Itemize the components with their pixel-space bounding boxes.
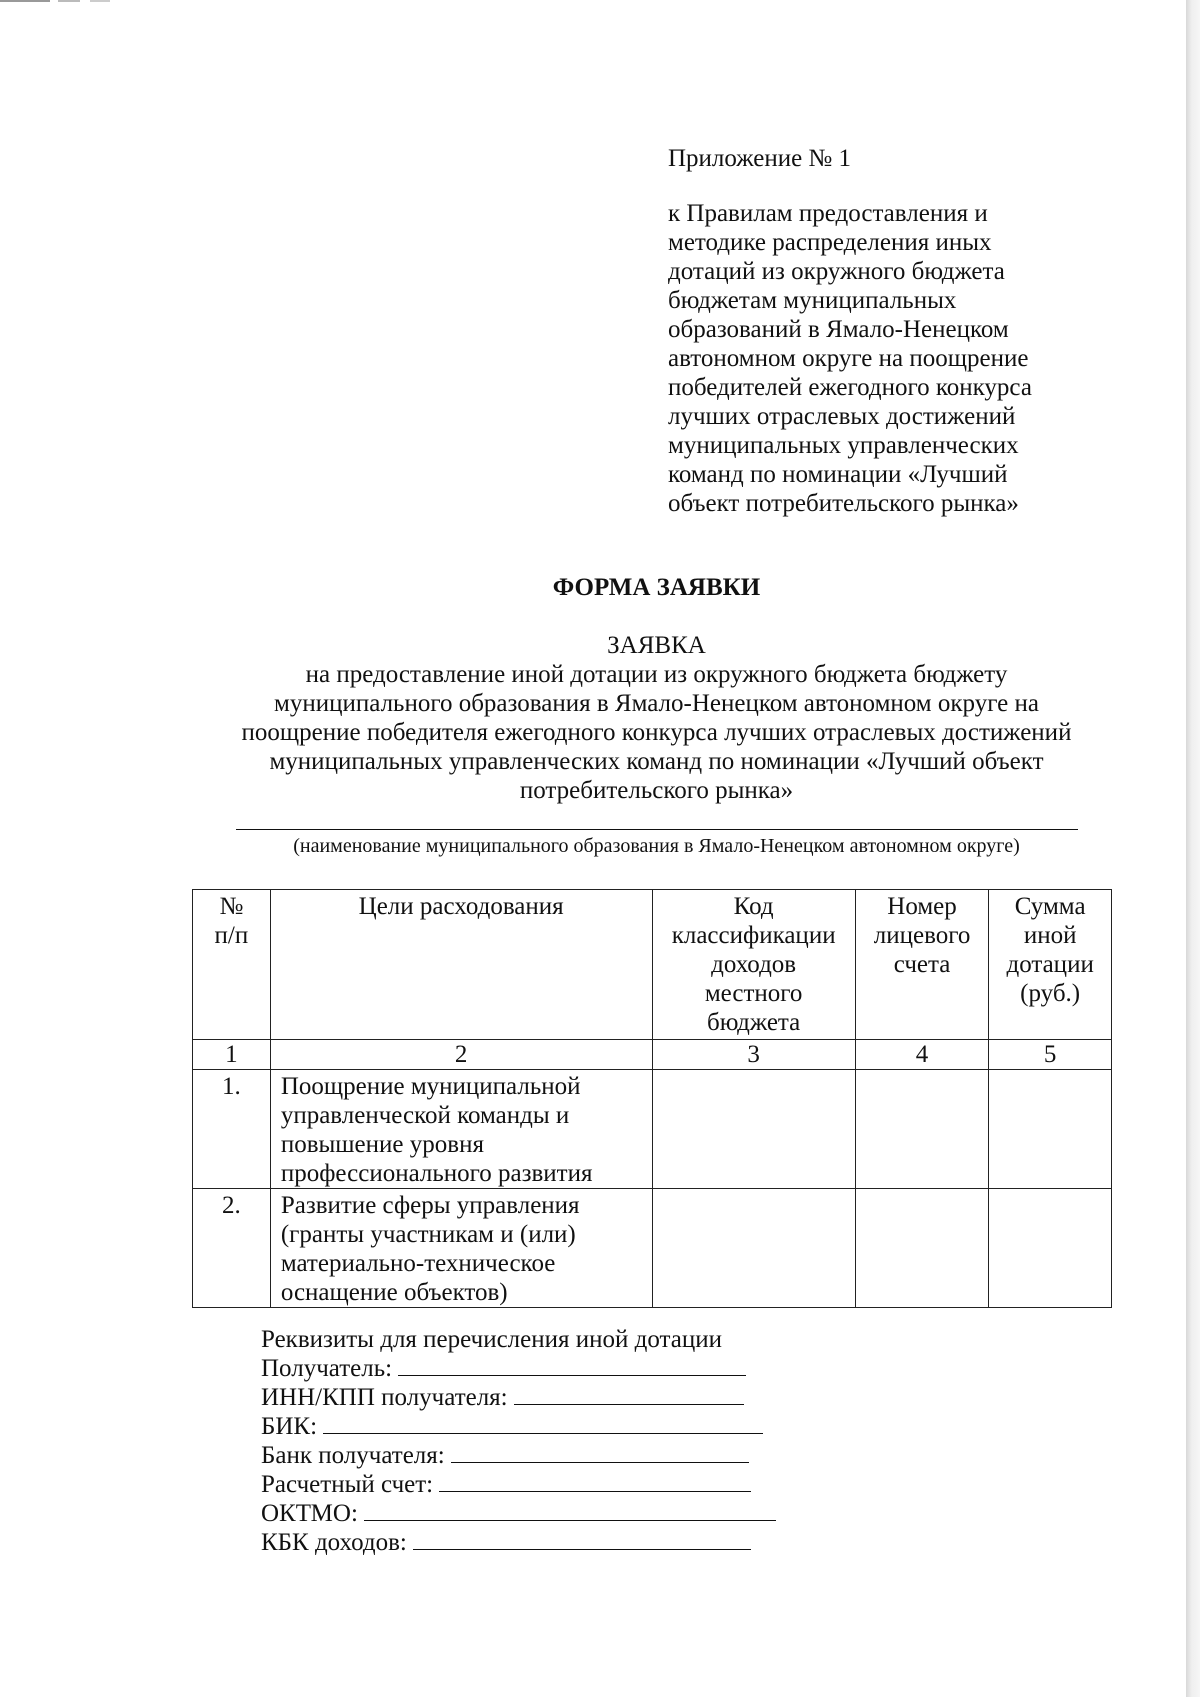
kbk-blank[interactable] [413,1529,751,1550]
requisite-recipient [261,1354,776,1383]
scan-corner-mark [0,0,120,2]
expense-table [192,889,1112,1308]
appendix-line: команд по номинации «Лучший [668,461,1008,488]
requisites-title: Реквизиты для перечисления иной дотации [261,1326,722,1353]
request-line: муниципального образования в Ямало-Ненецком автономном округе на [274,690,1039,717]
requisite-label: Получатель: [261,1355,393,1382]
appendix-line: бюджетам муниципальных [668,287,957,314]
bik-blank[interactable] [323,1413,763,1434]
appendix-line: объект потребительского рынка» [668,490,1019,517]
appendix-title: Приложение № 1 [668,145,852,172]
column-number: 5 [989,1040,1112,1070]
request-line: поощрение победителя ежегодного конкурса лучших отраслевых достижений [241,719,1072,746]
column-number: 4 [855,1040,989,1070]
row-number: 2. [193,1189,271,1308]
header-cell-amount: Сумма иной дотации (руб.) [989,890,1112,1040]
appendix-line: муниципальных управленческих [668,432,1019,459]
header-cell-account: Номер лицевого счета [855,890,989,1040]
table-row [193,1189,1112,1308]
appendix-line: автономном округе на поощрение [668,345,1029,372]
appendix-line: победителей ежегодного конкурса [668,374,1032,401]
requisite-label: ОКТМО: [261,1500,358,1527]
payment-requisites [261,1325,776,1557]
requisite-bank [261,1441,776,1470]
header-cell-code: Код классификации доходов местного бюджета [652,890,855,1040]
requisite-label: БИК: [261,1413,318,1440]
header-cell-purpose: Цели расходования [270,890,652,1040]
request-title: ЗАЯВКА [607,632,706,659]
appendix-line: к Правилам предоставления и [668,200,988,227]
requisite-kbk [261,1528,776,1557]
row-purpose: Развитие сферы управления (гранты участникам и (или) материально-техническое оснащение объектов) [270,1189,652,1308]
oktmo-blank[interactable] [364,1500,776,1521]
appendix-line: лучших отраслевых достижений [668,403,1016,430]
form-title: ФОРМА ЗАЯВКИ [552,574,761,601]
request-line: потребительского рынка» [519,777,794,804]
row-code-cell[interactable] [652,1070,855,1189]
row-code-cell[interactable] [652,1189,855,1308]
header-cell-number: № п/п [193,890,271,1040]
row-number: 1. [193,1070,271,1189]
requisite-inn-kpp [261,1383,776,1412]
appendix-block [668,144,1088,518]
row-amount-cell[interactable] [989,1070,1112,1189]
bank-blank[interactable] [451,1442,749,1463]
request-line: на предоставление иной дотации из окружного бюджета бюджету [305,661,1008,688]
column-number-row [193,1040,1112,1070]
column-number: 1 [193,1040,271,1070]
row-amount-cell[interactable] [989,1189,1112,1308]
requisite-label: Банк получателя: [261,1442,445,1469]
municipality-name-blank[interactable] [236,829,1078,830]
requisite-bik [261,1412,776,1441]
table-row [193,1070,1112,1189]
inn-kpp-blank[interactable] [514,1384,744,1405]
appendix-text [668,199,1088,518]
appendix-line: дотаций из окружного бюджета [668,258,1005,285]
requisite-label: ИНН/КПП получателя: [261,1384,508,1411]
table-header-row [193,890,1112,1040]
recipient-blank[interactable] [398,1355,746,1376]
column-number: 2 [270,1040,652,1070]
appendix-line: методике распределения иных [668,229,992,256]
row-account-cell[interactable] [855,1189,989,1308]
requisite-account [261,1470,776,1499]
request-line: муниципальных управленческих команд по номинации «Лучший объект [269,748,1044,775]
requisite-label: КБК доходов: [261,1529,407,1556]
requisite-label: Расчетный счет: [261,1471,434,1498]
row-purpose: Поощрение муниципальной управленческой команды и повышение уровня профессионального развития [270,1070,652,1189]
request-description [180,660,1133,805]
account-blank[interactable] [439,1471,751,1492]
row-account-cell[interactable] [855,1070,989,1189]
column-number: 3 [652,1040,855,1070]
municipality-name-caption: (наименование муниципального образования в Ямало-Ненецком автономном округе) [293,835,1020,857]
appendix-line: образований в Ямало-Ненецком [668,316,1009,343]
page-edge-shadow [1186,0,1200,1697]
requisite-oktmo [261,1499,776,1528]
